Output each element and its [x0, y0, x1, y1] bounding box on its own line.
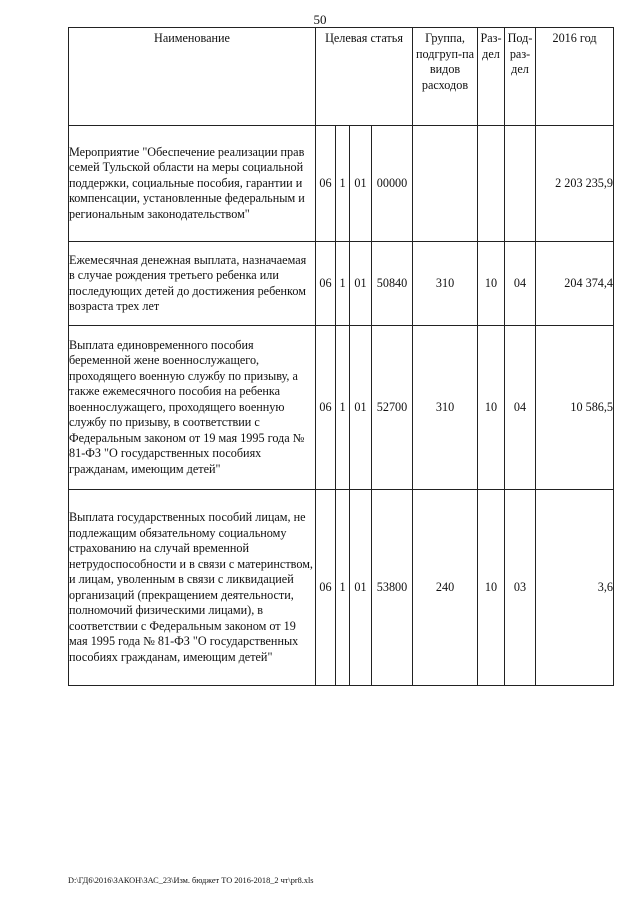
target-code-program: 06	[316, 326, 336, 490]
target-code-direction: 52700	[372, 326, 413, 490]
target-code-direction: 50840	[372, 242, 413, 326]
target-code-subprogram: 1	[336, 490, 350, 686]
table-row	[69, 490, 614, 686]
target-code-direction: 53800	[372, 490, 413, 686]
footer-file-path: D:\ГД6\2016\ЗАКОН\ЗАС_23\Изм. бюджет ТО 2016-2018_2 чт\pr8.xls	[68, 876, 314, 885]
expense-group: 240	[413, 490, 478, 686]
razdel: 10	[478, 326, 505, 490]
header-name: Наименование	[69, 28, 316, 126]
target-code-event: 01	[350, 490, 372, 686]
expense-group	[413, 126, 478, 242]
page-number: 50	[313, 12, 327, 27]
amount-2016: 3,6	[536, 490, 614, 686]
expense-group: 310	[413, 326, 478, 490]
target-code-event: 01	[350, 326, 372, 490]
table-row	[69, 326, 614, 490]
header-group: Группа, подгруп-па видов расходов	[413, 28, 478, 126]
row-name: Ежемесячная денежная выплата, назначаемая в случае рождения третьего ребенка или последующих детей до достижения ребенком возраста трех лет	[69, 242, 316, 326]
amount-2016: 2 203 235,9	[536, 126, 614, 242]
row-name: Выплата единовременного пособия беременной жене военнослужащего, проходящего военную службу по призыву, а также ежемесячного пособия на ребенка военнослужащего, проходящего военную службу по призыву, в соответствии с Федеральным законом от 19 мая 1995 года № 81-ФЗ "О государственных пособиях гражданам, имеющим детей"	[69, 326, 316, 490]
header-year: 2016 год	[536, 28, 614, 126]
razdel	[478, 126, 505, 242]
target-code-subprogram: 1	[336, 242, 350, 326]
target-code-program: 06	[316, 490, 336, 686]
row-name: Мероприятие "Обеспечение реализации прав семей Тульской области на меры социальной поддержки, социальные пособия, гарантии и компенсации, установленные федеральным и региональным законодательством"	[69, 126, 316, 242]
amount-2016: 204 374,4	[536, 242, 614, 326]
target-code-subprogram: 1	[336, 326, 350, 490]
podrazdel	[505, 126, 536, 242]
table-header-row	[69, 28, 614, 126]
target-code-direction: 00000	[372, 126, 413, 242]
amount-2016: 10 586,5	[536, 326, 614, 490]
header-podrazdel: Под-раз-дел	[505, 28, 536, 126]
target-code-program: 06	[316, 126, 336, 242]
header-razdel: Раз-дел	[478, 28, 505, 126]
target-code-event: 01	[350, 242, 372, 326]
target-code-program: 06	[316, 242, 336, 326]
podrazdel: 04	[505, 326, 536, 490]
target-code-subprogram: 1	[336, 126, 350, 242]
razdel: 10	[478, 242, 505, 326]
podrazdel: 04	[505, 242, 536, 326]
target-code-event: 01	[350, 126, 372, 242]
table-row	[69, 242, 614, 326]
podrazdel: 03	[505, 490, 536, 686]
razdel: 10	[478, 490, 505, 686]
expense-group: 310	[413, 242, 478, 326]
table-row	[69, 126, 614, 242]
row-name: Выплата государственных пособий лицам, не подлежащим обязательному социальному страхованию на случай временной нетрудоспособности и в связи с материнством, и лицам, уволенным в связи с ликвидацией организаций (прекращением деятельности, полномочий физическими лицами), в соответствии с Федеральным законом от 19 мая 1995 года № 81-ФЗ "О государственных пособиях гражданам, имеющим детей"	[69, 490, 316, 686]
budget-table	[68, 27, 614, 686]
header-target-article: Целевая статья	[316, 28, 413, 126]
